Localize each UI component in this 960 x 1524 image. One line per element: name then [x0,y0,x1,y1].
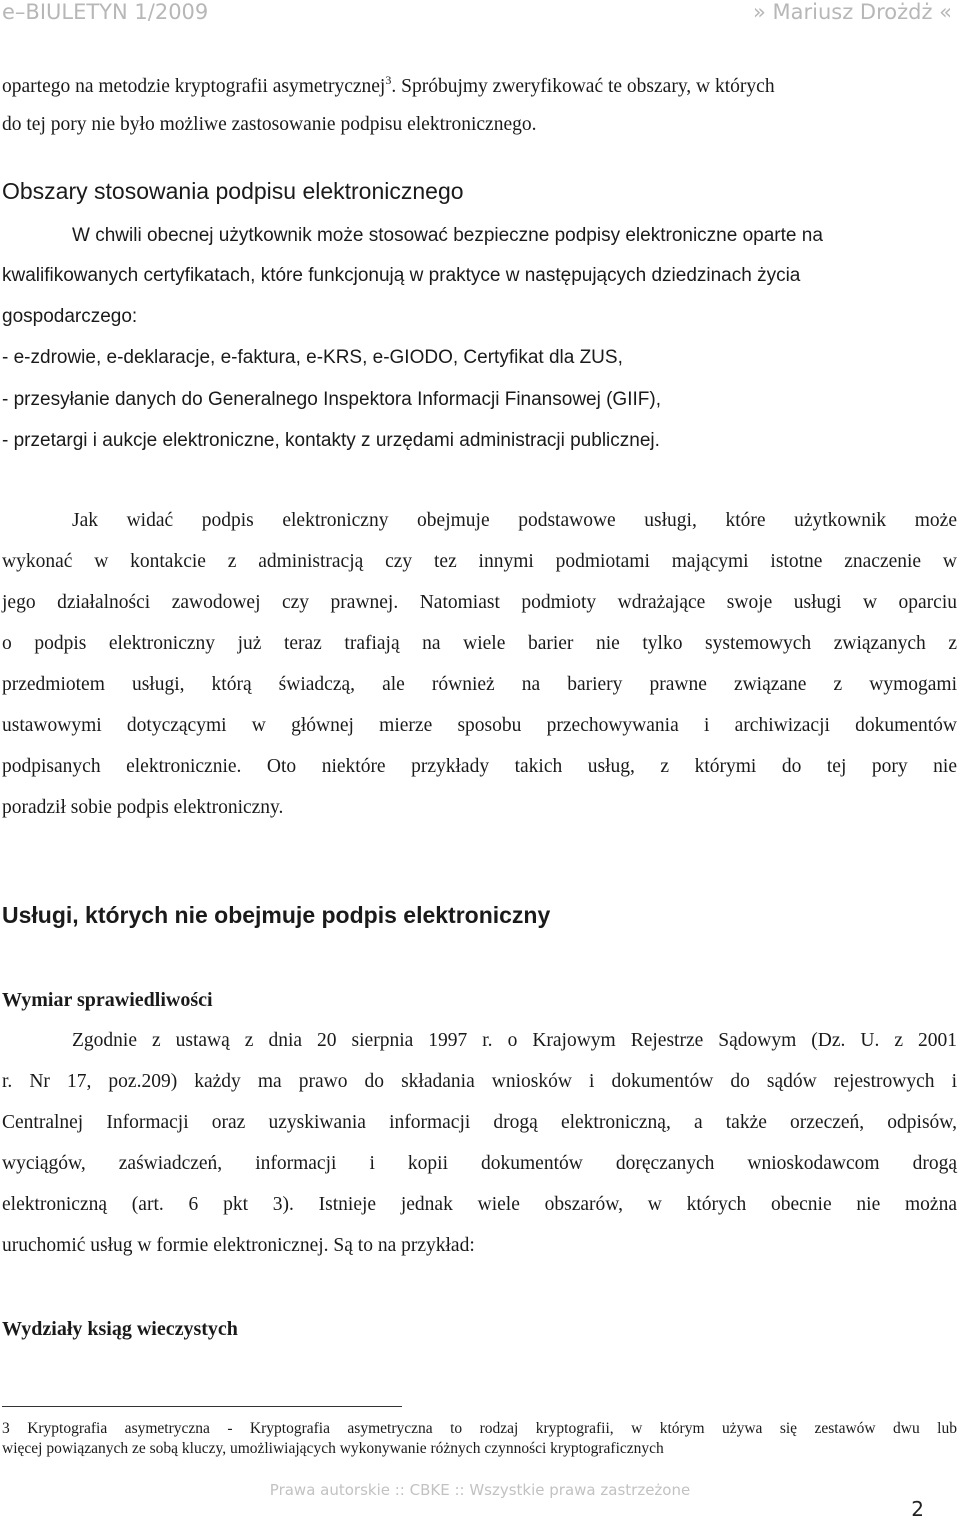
paragraph-line: poradził sobie podpis elektroniczny. [2,797,284,818]
list-item: - przesyłanie danych do Generalnego Inspektora Informacji Finansowej (GIIF), [2,389,661,410]
paragraph-line: przedmiotem usługi, którą świadczą, ale również na bariery prawne związane z wymogami [2,674,957,695]
paragraph-line: uruchomić usług w formie elektronicznej. Są to na przykład: [2,1235,475,1256]
paragraph-line: Zgodnie z ustawą z dnia 20 sierpnia 1997 r. o Krajowym Rejestrze Sądowym (Dz. U. z 2001 [72,1030,957,1051]
section-heading-areas: Obszary stosowania podpisu elektronicznego [2,178,464,204]
paragraph-line: jego działalności zawodowej czy prawnej. Natomiast podmioty wdrażające swoje usługi w oparciu [2,592,957,613]
list-item: - e-zdrowie, e-deklaracje, e-faktura, e-KRS, e-GIODO, Certyfikat dla ZUS, [2,347,623,368]
paragraph-line: kwalifikowanych certyfikatach, które funkcjonują w praktyce w następujących dziedzinach życia [2,265,801,286]
intro-text-a: opartego na metodzie kryptografii asymetrycznej [2,76,386,97]
footnote-separator [2,1406,402,1407]
footnote-ref[interactable]: 3 [385,73,392,87]
paragraph-line: ustawowymi dotyczącymi w głównej mierze sposobu przechowywania i archiwizacji dokumentów [2,715,957,736]
section-heading-services: Usługi, których nie obejmuje podpis elektroniczny [2,902,551,928]
paragraph-line: wykonać w kontakcie z administracją czy tez innymi podmiotami mającymi istotne znaczenie w [2,551,957,572]
intro-line-2: do tej pory nie było możliwe zastosowanie podpisu elektronicznego. [2,114,537,135]
paragraph-line: podpisanych elektronicznie. Oto niektóre przykłady takich usług, z którymi do tej pory nie [2,756,957,777]
paragraph-line: r. Nr 17, poz.209) każdy ma prawo do składania wniosków i dokumentów do sądów rejestrowych i [2,1071,957,1092]
paragraph-line: W chwili obecnej użytkownik może stosować bezpieczne podpisy elektroniczne oparte na [72,225,823,246]
paragraph-line: gospodarczego: [2,306,138,327]
header-author: » Mariusz Drożdż « [752,0,952,24]
intro-text-b: . Spróbujmy zweryfikować te obszary, w których [391,76,775,97]
footnote-line: 3 Kryptografia asymetryczna - Kryptografia asymetryczna to rodzaj kryptografii, w którym używa się zestawów dwu lub [2,1420,957,1437]
paragraph-line: Centralnej Informacji oraz uzyskiwania informacji drogą elektroniczną, a także orzeczeń, odpisów, [2,1112,957,1133]
footnote-line: więcej powiązanych ze sobą kluczy, umożliwiających wykonywanie różnych czynności kryptograficznych [2,1440,664,1457]
page-number: 2 [911,1497,924,1521]
paragraph-line: Jak widać podpis elektroniczny obejmuje podstawowe usługi, które użytkownik może [72,510,957,531]
subheading-land-registry: Wydziały ksiąg wieczystych [2,1318,238,1340]
list-item: - przetargi i aukcje elektroniczne, kontakty z urzędami administracji publicznej. [2,430,660,451]
subheading-justice: Wymiar sprawiedliwości [2,989,213,1011]
footer-copyright: Prawa autorskie :: CBKE :: Wszystkie prawa zastrzeżone [269,1481,691,1499]
paragraph-line: o podpis elektroniczny już teraz trafiają na wiele barier nie tylko systemowych związanych z [2,633,957,654]
intro-line-1 [2,73,775,98]
header-journal-title: e–BIULETYN 1/2009 [2,0,209,24]
paragraph-line: wyciągów, zaświadczeń, informacji i kopii dokumentów doręczanych wnioskodawcom drogą [2,1153,957,1174]
paragraph-line: elektroniczną (art. 6 pkt 3). Istnieje jednak wiele obszarów, w których obecnie nie można [2,1194,957,1215]
